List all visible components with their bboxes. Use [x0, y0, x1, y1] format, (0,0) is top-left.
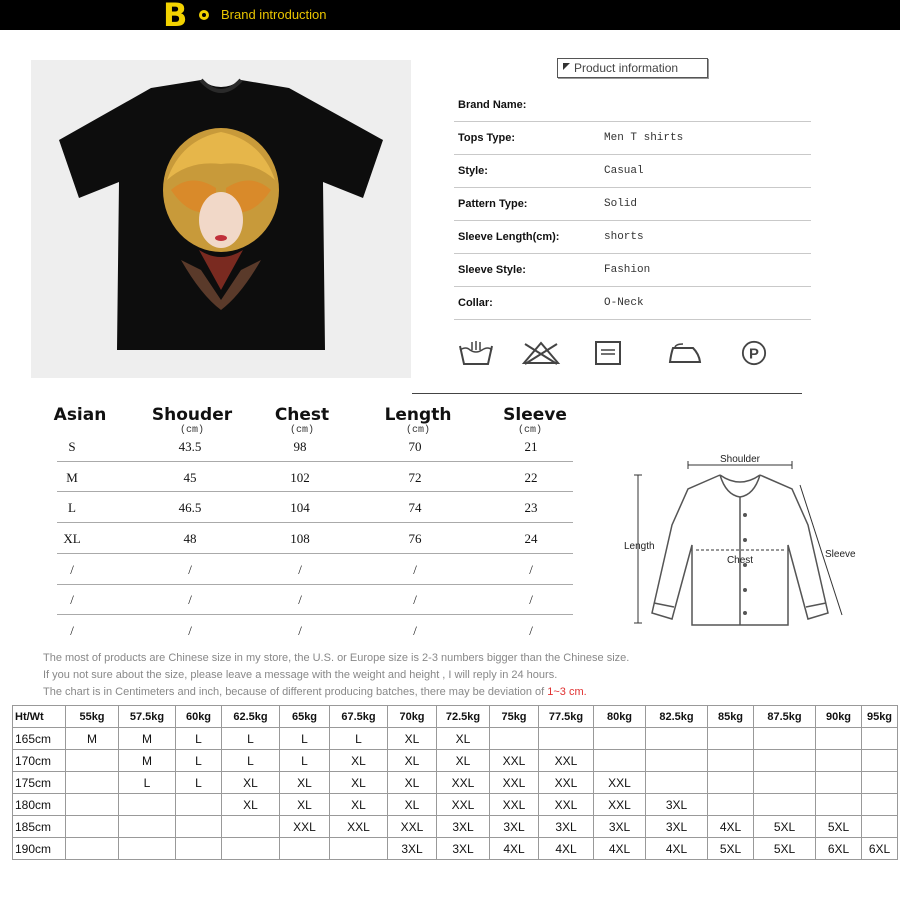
spec-value: O-Neck: [604, 297, 644, 309]
hw-cell: [539, 728, 594, 750]
hw-cell: XL: [388, 728, 437, 750]
size-cell: /: [298, 623, 302, 638]
hw-cell: L: [176, 772, 222, 794]
hw-header-cell: 70kg: [388, 706, 437, 728]
hw-cell: [66, 772, 119, 794]
spec-key: Style:: [458, 165, 488, 177]
hw-cell: [119, 816, 176, 838]
spec-key: Collar:: [458, 297, 493, 309]
hw-cell: XXL: [594, 794, 646, 816]
size-cell: 43.5: [178, 439, 202, 454]
hw-cell: [66, 750, 119, 772]
hw-cell: XXL: [437, 772, 490, 794]
hw-header-cell: 57.5kg: [119, 706, 176, 728]
hw-header-cell: 75kg: [490, 706, 539, 728]
size-cell: S: [68, 439, 76, 454]
hw-cell: XL: [330, 794, 388, 816]
hw-cell: [816, 794, 862, 816]
header-bar: [0, 0, 900, 34]
row-divider: [57, 491, 573, 492]
hw-cell: [490, 728, 539, 750]
diagram-chest-label: Chest: [726, 555, 754, 566]
iron-icon: [667, 340, 703, 366]
size-cell: /: [529, 623, 533, 638]
spec-row-sleeve-style: [454, 253, 811, 287]
hw-header-cell: Ht/Wt: [13, 706, 66, 728]
brand-introduction-title: Brand introduction: [221, 7, 327, 22]
size-cell: 46.5: [178, 500, 202, 515]
hw-cell: XXL: [490, 772, 539, 794]
size-cell: 22: [524, 470, 538, 485]
size-note-1: The most of products are Chinese size in my store, the U.S. or Europe size is 2-3 numbers bigger than the Chinese size.: [43, 652, 630, 664]
hw-row-180: [13, 794, 898, 816]
hw-cell: XXL: [388, 816, 437, 838]
size-note-3-text: The chart is in Centimeters and inch, because of different producing batches, there may be deviation of: [43, 686, 548, 698]
size-cell: 102: [290, 470, 310, 485]
hw-cell: XXL: [437, 794, 490, 816]
size-cell: 70: [408, 439, 422, 454]
hw-cell: XXL: [539, 794, 594, 816]
size-cell: /: [298, 562, 302, 577]
hw-cell: XXL: [539, 772, 594, 794]
size-cell: 48: [183, 531, 197, 546]
hw-header-cell: 80kg: [594, 706, 646, 728]
hw-cell: 4XL: [708, 816, 754, 838]
hw-header-cell: 82.5kg: [646, 706, 708, 728]
hw-cell: L: [176, 728, 222, 750]
size-header-length: Length: [384, 405, 452, 425]
hw-cell: [816, 728, 862, 750]
size-cell: 72: [408, 470, 422, 485]
hw-cell: L: [119, 772, 176, 794]
product-photo: [31, 60, 411, 378]
size-header-chest: Chest: [274, 405, 330, 425]
dry-clean-p-icon: [738, 340, 770, 366]
size-cell: 74: [408, 500, 422, 515]
hw-cell: XXL: [490, 794, 539, 816]
no-bleach-icon: [521, 340, 561, 366]
row-divider: [57, 584, 573, 585]
hw-cell: [708, 728, 754, 750]
hw-cell: [222, 816, 280, 838]
size-unit: (cm): [179, 425, 204, 436]
hw-cell: [176, 794, 222, 816]
hw-cell: [330, 838, 388, 860]
size-cell: /: [413, 623, 417, 638]
hw-cell: [280, 838, 330, 860]
hw-cell: M: [119, 728, 176, 750]
hw-cell: [66, 838, 119, 860]
hw-cell: XXL: [280, 816, 330, 838]
spec-key: Pattern Type:: [458, 198, 528, 210]
hw-cell: [708, 794, 754, 816]
size-cell: 23: [524, 500, 538, 515]
hw-header-cell: 72.5kg: [437, 706, 490, 728]
hw-cell: [862, 728, 898, 750]
hw-cell: [862, 816, 898, 838]
product-information-label: [557, 58, 708, 78]
hw-row-165: [13, 728, 898, 750]
hw-cell: 3XL: [646, 816, 708, 838]
hw-cell: 5XL: [816, 816, 862, 838]
size-header-shoulder: Shouder: [151, 405, 233, 425]
hw-cell: [119, 838, 176, 860]
hw-cell: [754, 794, 816, 816]
size-unit: (cm): [405, 425, 430, 436]
size-cell: 76: [408, 531, 422, 546]
hw-cell: 185cm: [13, 816, 66, 838]
hw-cell: M: [119, 750, 176, 772]
size-cell: /: [188, 562, 192, 577]
hw-cell: [754, 750, 816, 772]
spec-value: Fashion: [604, 264, 651, 276]
hw-cell: XL: [280, 772, 330, 794]
hw-cell: [594, 750, 646, 772]
hw-cell: 3XL: [646, 794, 708, 816]
spec-key: Brand Name:: [458, 99, 527, 111]
size-cell: 104: [290, 500, 310, 515]
size-unit: (cm): [289, 425, 314, 436]
product-information-text: Product information: [574, 61, 679, 75]
deviation-value: 1~3 cm.: [547, 686, 587, 698]
hw-row-175: [13, 772, 898, 794]
hw-header-cell: 90kg: [816, 706, 862, 728]
hw-cell: [222, 838, 280, 860]
size-note-3: [43, 686, 587, 698]
hw-cell: 190cm: [13, 838, 66, 860]
hw-cell: 6XL: [816, 838, 862, 860]
size-header-sleeve: Sleeve: [503, 405, 567, 425]
hw-cell: 3XL: [594, 816, 646, 838]
hw-cell: [816, 772, 862, 794]
hw-cell: 170cm: [13, 750, 66, 772]
spec-value: Casual: [604, 165, 644, 177]
size-cell: /: [298, 592, 302, 607]
size-cell: /: [70, 592, 74, 607]
spec-row-tops-type: [454, 121, 811, 155]
hw-cell: 175cm: [13, 772, 66, 794]
row-divider: [57, 553, 573, 554]
hw-cell: 4XL: [646, 838, 708, 860]
hw-cell: 3XL: [539, 816, 594, 838]
spec-row-sleeve-length: [454, 220, 811, 254]
hw-cell: XXL: [539, 750, 594, 772]
hw-cell: XXL: [594, 772, 646, 794]
spec-row-collar: [454, 286, 811, 320]
hw-cell: 4XL: [539, 838, 594, 860]
diagram-sleeve-label: Sleeve: [825, 549, 856, 560]
size-cell: 98: [293, 439, 307, 454]
hw-cell: 165cm: [13, 728, 66, 750]
hw-cell: 5XL: [754, 838, 816, 860]
hw-cell: XL: [222, 794, 280, 816]
size-cell: /: [70, 623, 74, 638]
hw-cell: [754, 772, 816, 794]
hw-cell: L: [176, 750, 222, 772]
size-cell: 45: [183, 470, 197, 485]
corner-flag-icon: [563, 63, 570, 70]
hw-cell: [66, 816, 119, 838]
size-cell: /: [188, 623, 192, 638]
size-cell: /: [188, 592, 192, 607]
hw-cell: 3XL: [437, 838, 490, 860]
row-divider: [57, 614, 573, 615]
height-weight-table: [12, 705, 898, 860]
spec-row-pattern-type: [454, 187, 811, 221]
hw-cell: [119, 794, 176, 816]
hw-cell: [862, 772, 898, 794]
hw-cell: [646, 728, 708, 750]
section-divider: [412, 393, 802, 394]
size-cell: /: [529, 592, 533, 607]
row-divider: [57, 461, 573, 462]
hw-cell: XL: [388, 750, 437, 772]
hw-cell: L: [280, 750, 330, 772]
hw-cell: XL: [330, 772, 388, 794]
size-unit: (cm): [517, 425, 542, 436]
spec-row-style: [454, 154, 811, 188]
hw-cell: 180cm: [13, 794, 66, 816]
hw-cell: [66, 794, 119, 816]
spec-value: shorts: [604, 231, 644, 243]
svg-text:P: P: [749, 346, 759, 363]
hw-cell: XXL: [330, 816, 388, 838]
hw-header-cell: 60kg: [176, 706, 222, 728]
hw-cell: [594, 728, 646, 750]
size-cell: /: [413, 562, 417, 577]
hw-cell: [816, 750, 862, 772]
hw-row-170: [13, 750, 898, 772]
play-dot-icon: [199, 10, 209, 20]
size-header-asian: Asian: [53, 405, 107, 425]
hw-header-cell: 65kg: [280, 706, 330, 728]
hw-cell: [862, 794, 898, 816]
hw-cell: 5XL: [754, 816, 816, 838]
spec-value: Solid: [604, 198, 638, 210]
size-cell: 108: [290, 531, 310, 546]
hw-cell: 6XL: [862, 838, 898, 860]
hw-cell: [708, 750, 754, 772]
hw-cell: 3XL: [437, 816, 490, 838]
hw-header-cell: 55kg: [66, 706, 119, 728]
size-note-2: If you not sure about the size, please leave a message with the weight and height , I will reply in 24 hours.: [43, 669, 558, 681]
spec-key: Tops Type:: [458, 132, 516, 144]
hw-cell: L: [222, 728, 280, 750]
spec-key: Sleeve Style:: [458, 264, 526, 276]
hw-cell: XL: [330, 750, 388, 772]
hw-cell: [176, 816, 222, 838]
hw-cell: L: [280, 728, 330, 750]
size-cell: /: [529, 562, 533, 577]
hw-cell: 3XL: [490, 816, 539, 838]
hw-cell: [646, 750, 708, 772]
diagram-length-label: Length: [624, 541, 655, 552]
hw-header-cell: 77.5kg: [539, 706, 594, 728]
hw-cell: XL: [388, 794, 437, 816]
hw-cell: 4XL: [594, 838, 646, 860]
hw-header-cell: 95kg: [862, 706, 898, 728]
size-cell: 24: [524, 531, 538, 546]
size-cell: /: [413, 592, 417, 607]
hw-header-cell: 67.5kg: [330, 706, 388, 728]
hw-cell: M: [66, 728, 119, 750]
spec-value: Men T shirts: [604, 132, 684, 144]
hw-cell: L: [222, 750, 280, 772]
size-cell: XL: [63, 531, 81, 546]
hw-cell: L: [330, 728, 388, 750]
dry-flat-icon: [594, 340, 622, 366]
size-cell: /: [70, 562, 74, 577]
hw-cell: XL: [388, 772, 437, 794]
hw-cell: XL: [437, 728, 490, 750]
hw-cell: [176, 838, 222, 860]
hw-header-cell: 87.5kg: [754, 706, 816, 728]
hw-header-cell: 62.5kg: [222, 706, 280, 728]
diagram-shoulder-label: Shoulder: [719, 454, 761, 465]
measurement-diagram: [620, 445, 860, 630]
hw-header-cell: 85kg: [708, 706, 754, 728]
row-divider: [57, 522, 573, 523]
spec-key: Sleeve Length(cm):: [458, 231, 560, 243]
hw-cell: XL: [280, 794, 330, 816]
hw-row-190: [13, 838, 898, 860]
hw-cell: 5XL: [708, 838, 754, 860]
size-cell: L: [68, 500, 76, 515]
size-cell: M: [66, 470, 78, 485]
hw-cell: 3XL: [388, 838, 437, 860]
spec-row-brand-name: [454, 88, 811, 122]
hw-cell: XXL: [490, 750, 539, 772]
hw-cell: 4XL: [490, 838, 539, 860]
hw-header-row: [13, 706, 898, 728]
brand-logo-letter: B: [163, 0, 188, 34]
hw-cell: [862, 750, 898, 772]
hand-wash-icon: [458, 340, 494, 366]
hw-cell: [754, 728, 816, 750]
hw-cell: [708, 772, 754, 794]
hw-cell: [646, 772, 708, 794]
hw-row-185: [13, 816, 898, 838]
size-cell: 21: [524, 439, 538, 454]
hw-cell: XL: [222, 772, 280, 794]
hw-cell: XL: [437, 750, 490, 772]
